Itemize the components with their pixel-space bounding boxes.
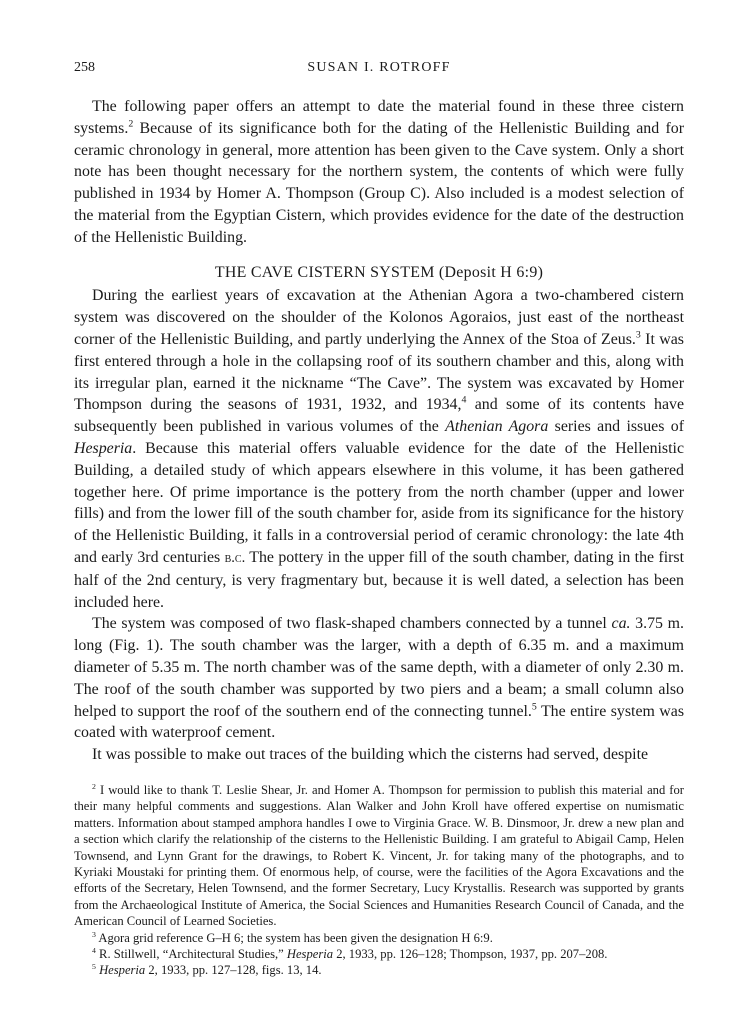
- cave-discovery-paragraph: During the earliest years of excavation at the Athenian Agora a two-chambered cistern system was discovered on the shoulder of the Kolonos Agoraios, just east of the northeast corner of the Hellenistic Building, and partly underlying the Annex of the Stoa of Zeus.$^3$ It was first entered through a hole in the collapsing roof of its southern chamber and this, along with its irregular plan, earned it the nickname “The Cave”. The system was excavated by Homer Thompson during the seasons of 1931, 1932, and 1934,$^4$ and some of its contents have subsequently been published in various volumes of the Athenian Agora series and issues of Hesperia. Because this material offers valuable evidence for the date of the Hellenistic Building, a detailed study of which appears elsewhere in this volume, it has been gathered together here. Of prime importance is the pottery from the north chamber (upper and lower fills) and from the lower fill of the south chamber for, aside from its significance for the history of the Hellenistic Building, it falls in a controversial period of ceramic chronology: the late 4th and early 3rd centuries b.c. The pottery in the upper fill of the south chamber, dating in the first half of the 2nd century, is very fragmentary but, because it is well dated, a selection has been included here.: [74, 287, 685, 611]
- footnote-ref-5: 5: [531, 701, 537, 713]
- footnote-ref-3: 3: [635, 329, 641, 341]
- page: [74, 60, 684, 979]
- section-title: THE CAVE CISTERN SYSTEM: [214, 263, 435, 281]
- era-abbreviation: b.c.: [224, 549, 246, 566]
- running-head-author: SUSAN I. ROTROFF: [307, 60, 451, 75]
- page-number: 258: [74, 60, 95, 75]
- running-head: [74, 60, 684, 82]
- traces-paragraph: It was possible to make out traces of the building which the cisterns had served, despite: [92, 746, 649, 764]
- journal-title: Hesperia: [74, 439, 133, 457]
- footnote-3: $^3$ Agora grid reference G–H 6; the system has been given the designation H 6:9.: [92, 929, 493, 945]
- section-deposit: (Deposit H 6:9): [434, 263, 544, 281]
- footnote-5: $^5$ Hesperia 2, 1933, pp. 127–128, figs. 13, 14.: [92, 962, 322, 978]
- footnote-ref-2: 2: [128, 118, 134, 130]
- article-body: [74, 96, 684, 766]
- footnotes: [74, 782, 684, 979]
- footnote-4: $^4$ R. Stillwell, “Architectural Studies,” Hesperia 2, 1933, pp. 126–128; Thompson, 1937, pp. 207–208.: [92, 945, 608, 961]
- footnote-ref-4: 4: [461, 395, 467, 407]
- system-description-paragraph: The system was composed of two flask-shaped chambers connected by a tunnel ca. 3.75 m. long (Fig. 1). The south chamber was the larger, with a depth of 6.35 m. and a maximum diameter of 5.35 m. The north chamber was of the same depth, with a diameter of only 2.30 m. The roof of the south chamber was supported by two piers and a beam; a small column also helped to support the roof of the southern end of the connecting tunnel.$^5$ The entire system was coated with waterproof cement.: [74, 615, 685, 742]
- section-heading: [74, 262, 684, 284]
- footnote-2: $^2$ I would like to thank T. Leslie Shear, Jr. and Homer A. Thompson for permission to publish this material and for their many helpful comments and suggestions. Alan Walker and John Kroll have offered expertise on numismatic matters. Information about stamped amphora handles I owe to Virginia Grace. W. B. Dinsmoor, Jr. drew a new plan and a section which clarify the relationship of the cisterns to the Hellenistic Building. I am grateful to Abigail Camp, Helen Townsend, and Lynn Grant for the drawings, to Robert K. Vincent, Jr. for taking many of the photographs, and to Kyriaki Moustaki for printing them. Of enormous help, of course, were the facilities of the Agora Excavations and the efforts of the Secretary, Helen Townsend, and the former Secretary, Lucy Krystallis. Research was supported by grants from the Archaeological Institute of America, the Social Sciences and Humanities Research Council of Canada, and the American Council of Learned Societies.: [74, 781, 684, 929]
- intro-paragraph: The following paper offers an attempt to date the material found in these three cistern systems.$^2$ Because of its significance both for the dating of the Hellenistic Building and for ceramic chronology in general, more attention has been given to the Cave system. Only a short note has been thought necessary for the northern system, the contents of which were fully published in 1934 by Homer A. Thompson (Group C). Also included is a modest selection of the material from the Egyptian Cistern, which provides evidence for the date of the destruction of the Hellenistic Building.: [74, 98, 684, 246]
- series-title: Athenian Agora: [445, 418, 549, 436]
